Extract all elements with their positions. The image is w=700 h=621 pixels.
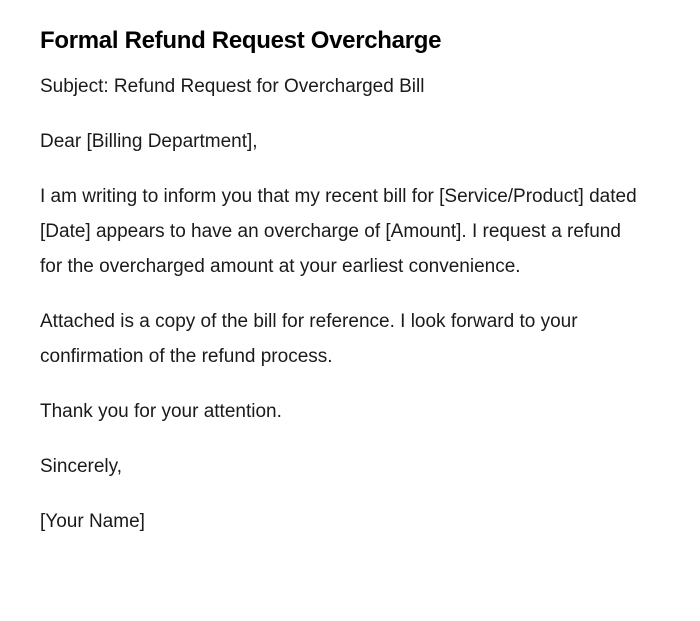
letter-document	[40, 24, 640, 539]
body-paragraph-3: Thank you for your attention.	[40, 401, 282, 422]
body-paragraph-2: Attached is a copy of the bill for reference. I look forward to your confirmation of the refund process.	[40, 311, 578, 367]
signature: [Your Name]	[40, 511, 145, 532]
body-paragraph-1: I am writing to inform you that my recent bill for [Service/Product] dated [Date] appears to have an overcharge of [Amount]. I request a refund for the overcharged amount at your earliest convenience.	[40, 186, 637, 277]
document-title: Formal Refund Request Overcharge	[40, 27, 442, 54]
subject-line: Subject: Refund Request for Overcharged Bill	[40, 76, 425, 97]
salutation: Dear [Billing Department],	[40, 131, 258, 152]
closing: Sincerely,	[40, 456, 123, 477]
